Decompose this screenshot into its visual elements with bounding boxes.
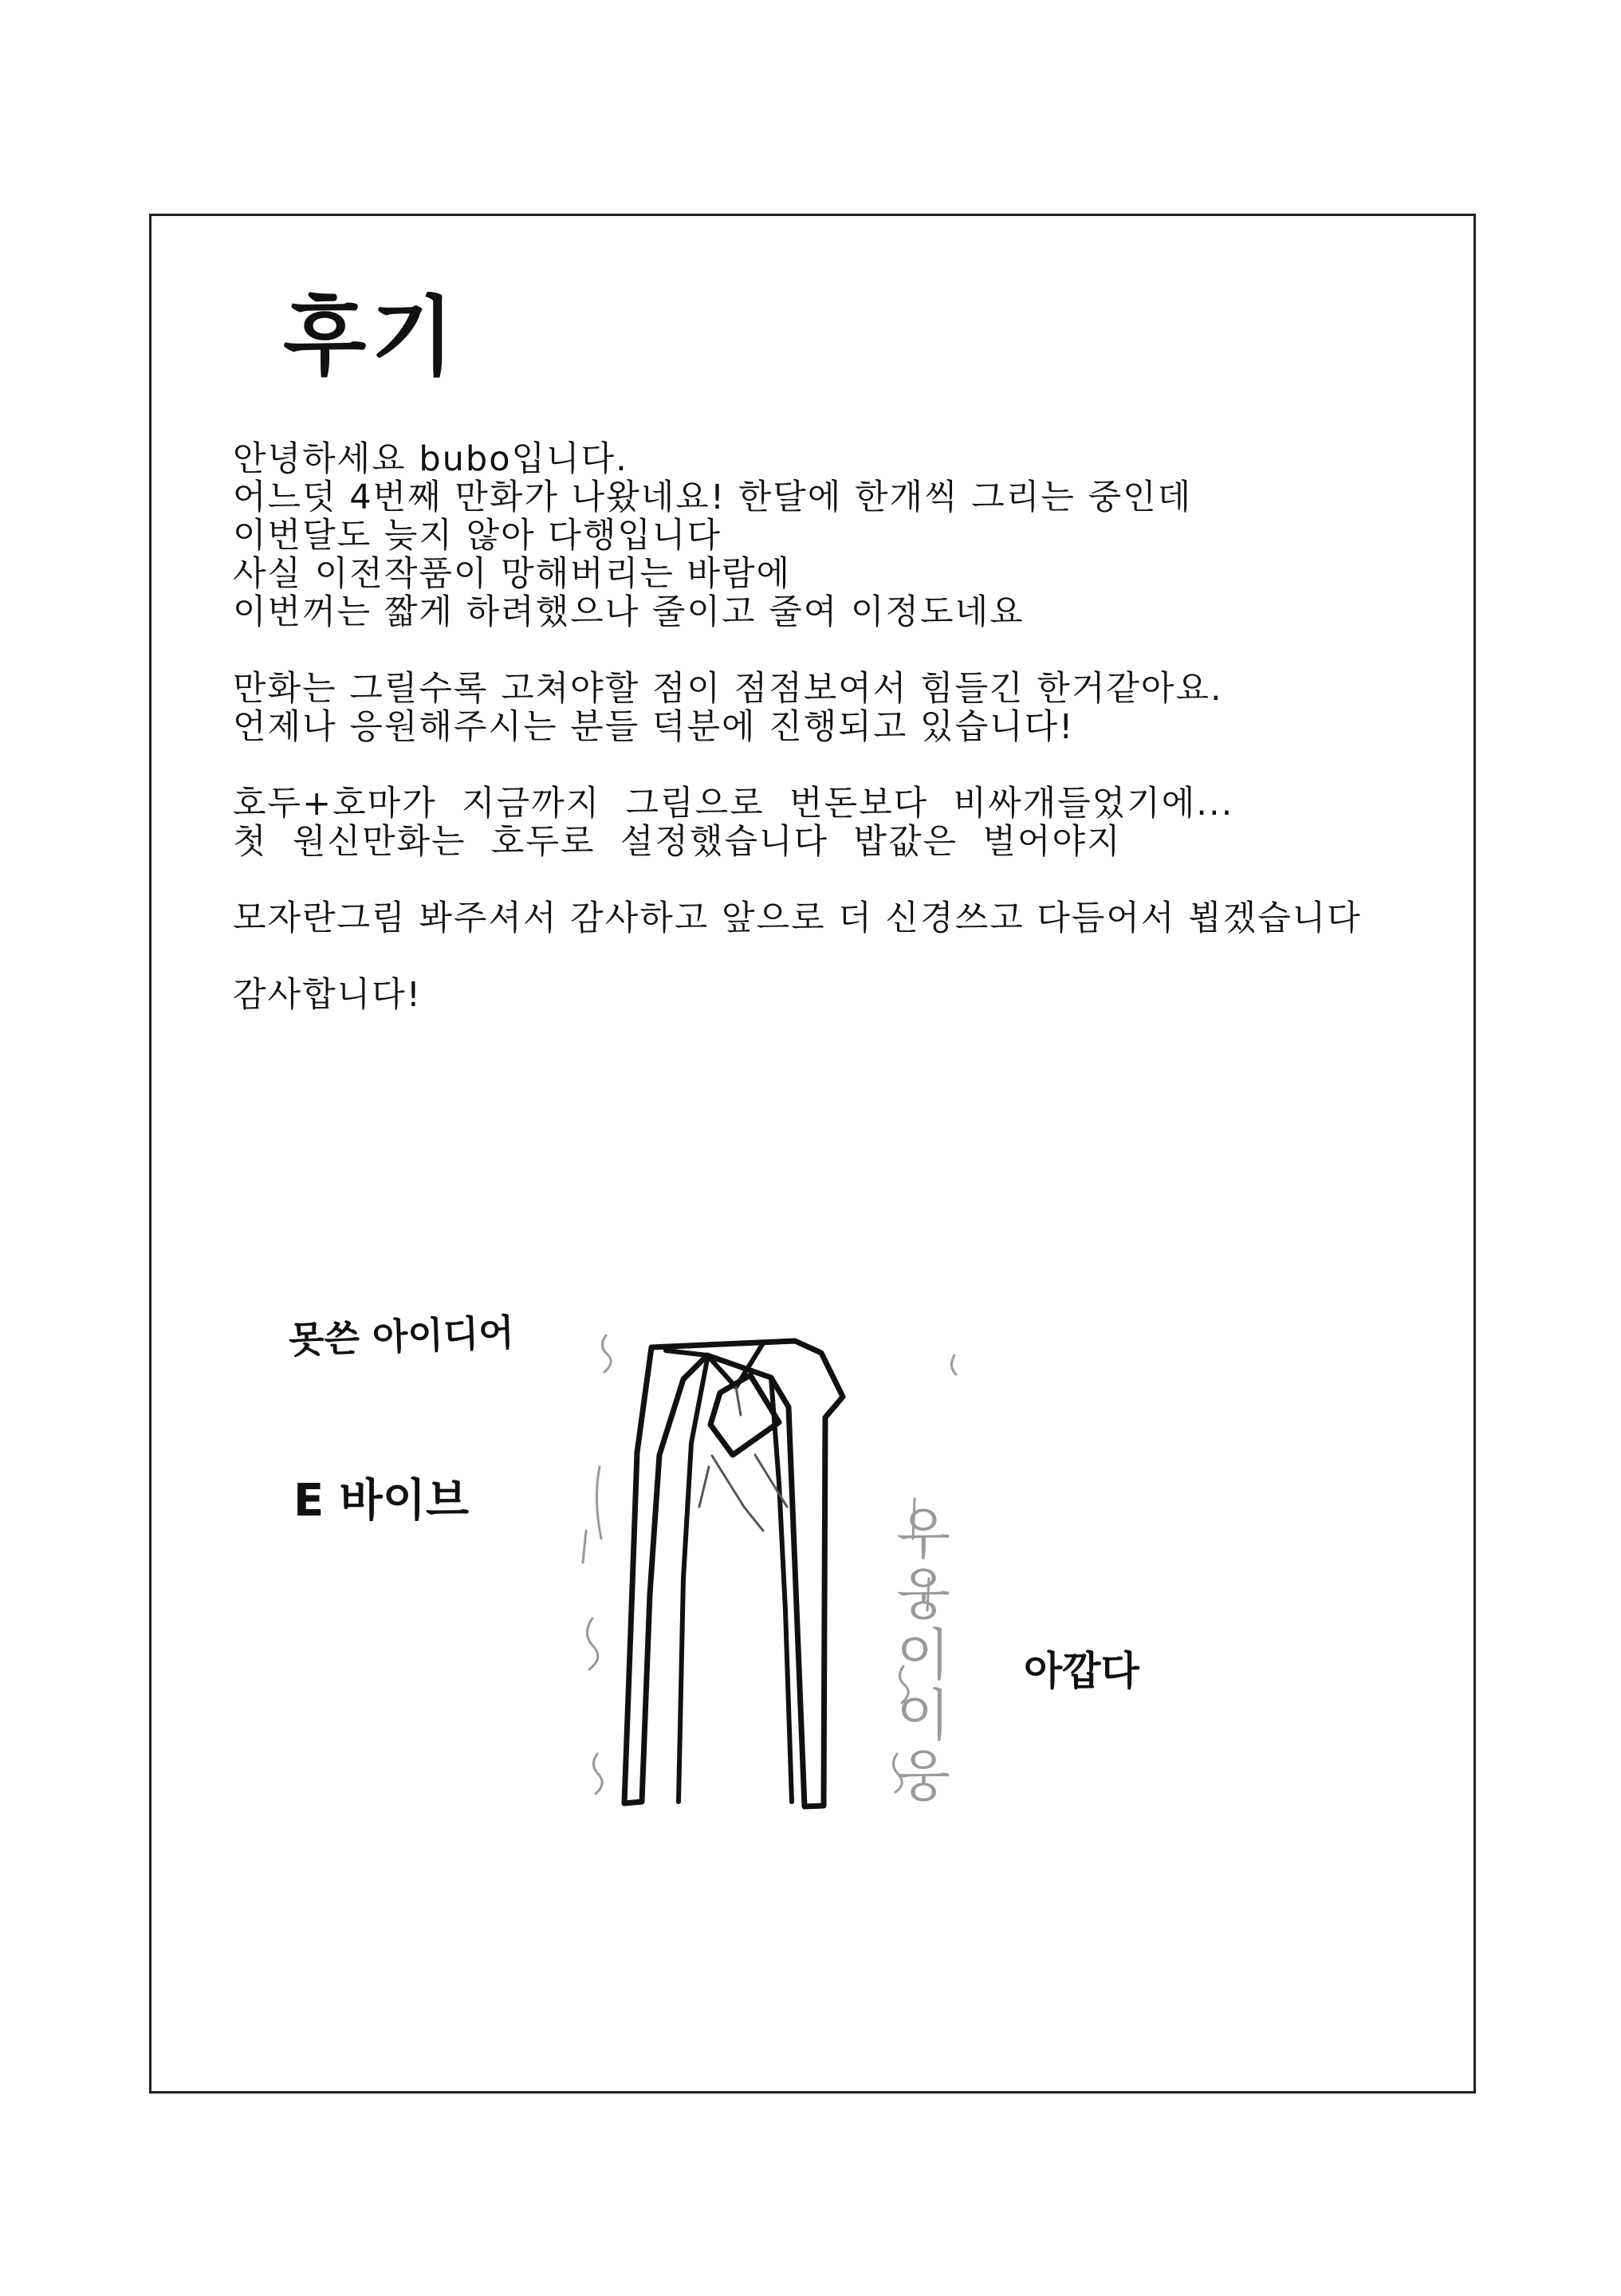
- text-line: 어느덧 4번째 만화가 나왔네요! 한달에 한개씩 그리는 중인데: [233, 478, 1193, 517]
- motion-line: [602, 1335, 611, 1372]
- paragraph-greeting: [233, 440, 1461, 631]
- text-line: 모자란그림 봐주셔서 감사하고 앞으로 더 신경쓰고 다듬어서 뵙겠습니다: [233, 898, 1362, 938]
- text-line: 이번꺼는 짧게 하려했으나 줄이고 줄여 이정도네요: [233, 592, 1025, 632]
- text-line: 첫 원신만화는 호두로 설정했습니다 밥값은 벌어야지: [233, 822, 1122, 862]
- garment-center-panel: [710, 1375, 779, 1455]
- text-line: 이번달도 늦지 않아 다행입니다: [233, 516, 722, 556]
- paragraph-thoughts: [233, 670, 1461, 746]
- text-line: 만화는 그릴수록 고쳐야할 점이 점점보여서 힘들긴 한거같아요.: [233, 669, 1223, 709]
- paragraph-thanks-long: [233, 899, 1461, 938]
- motion-line: [587, 1618, 597, 1669]
- motion-line: [951, 1355, 956, 1374]
- note-vibe: E 바이브: [293, 1475, 470, 1527]
- text-line: 호두+호마가 지금까지 그림으로 번돈보다 비싸개들었기에...: [233, 784, 1234, 824]
- note-hum: 우웅이이웅: [896, 1501, 950, 1809]
- garment-strap: [679, 1359, 707, 1802]
- garment-sketch: [624, 1341, 843, 1807]
- paragraph-character: [233, 784, 1461, 861]
- text-line: 안녕하세요 bubo입니다.: [233, 439, 628, 479]
- text-line: 사실 이전작품이 망해버리는 바람에: [233, 554, 792, 594]
- garment-outline: [624, 1341, 843, 1807]
- text-line: 감사합니다!: [233, 975, 422, 1015]
- text-line: 언제나 응원해주시는 분들 덕분에 진행되고 있습니다!: [233, 707, 1075, 747]
- afterword-body: [233, 440, 1461, 1052]
- motion-line: [583, 1531, 586, 1563]
- motion-line: [596, 1467, 601, 1539]
- note-idea: 못쓴 아이디어: [288, 1311, 515, 1362]
- note-pity: 아깝다: [1024, 1648, 1139, 1694]
- motion-line: [593, 1754, 602, 1794]
- page-title: 후기: [283, 288, 459, 387]
- paragraph-thanks: [233, 976, 1461, 1014]
